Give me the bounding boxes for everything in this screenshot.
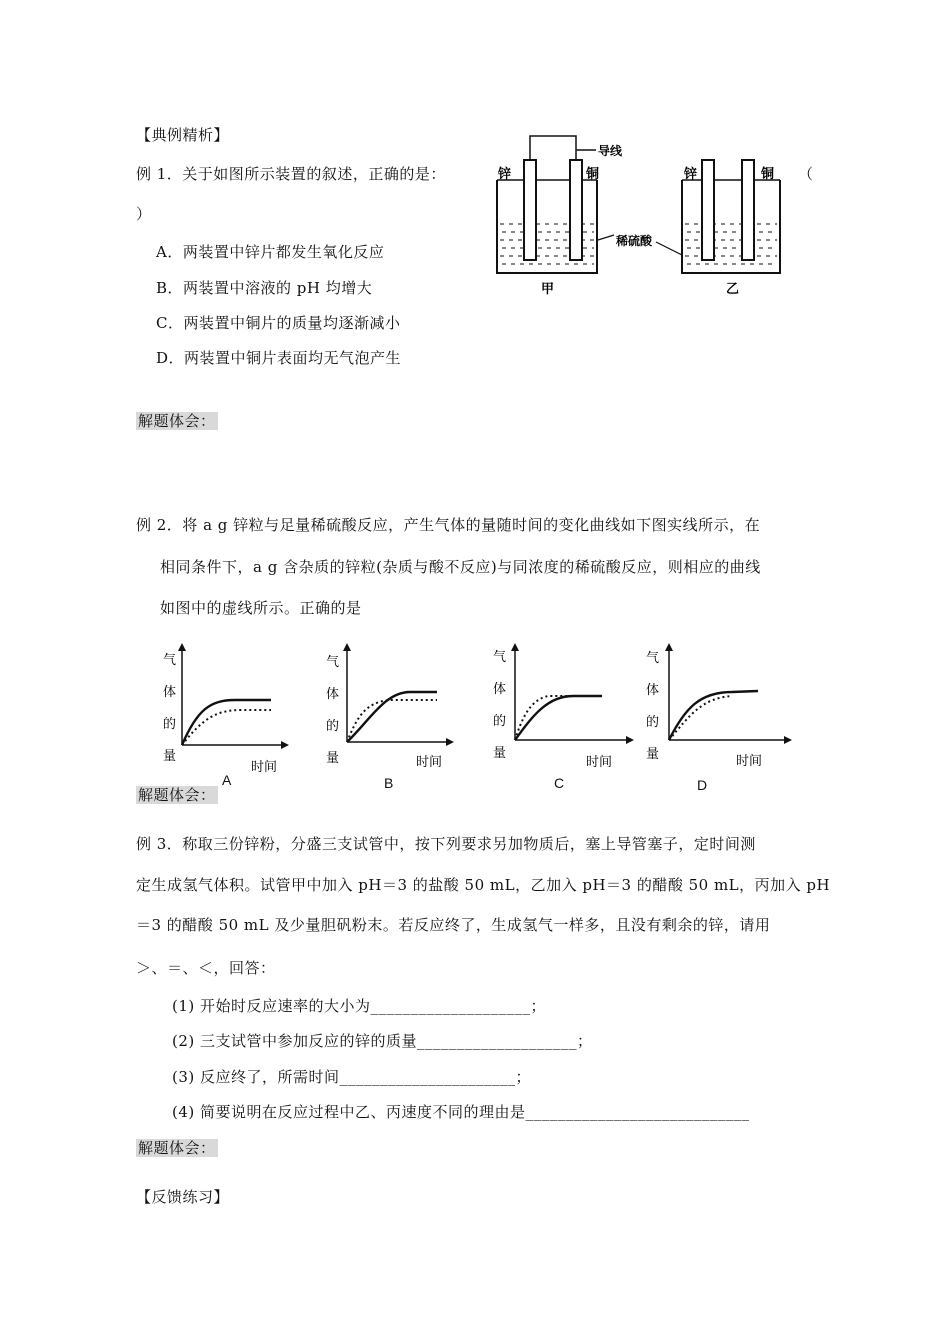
ex3-line-3: ＝3 的醋酸 50 mL 及少量胆矾粉末。若反应终了，生成氢气一样多，且没有剩余的锌，请用 (136, 916, 771, 934)
y-label-char: 量 (646, 747, 660, 762)
graph-label-d: D (697, 777, 708, 793)
graph-c-dashed-curve (515, 696, 573, 740)
graph-a-solid-curve (182, 700, 271, 745)
y-label-char: 体 (163, 685, 177, 700)
y-label-char: 气 (646, 651, 660, 666)
caption-jia: 甲 (541, 282, 555, 297)
section-heading-examples: 【典例精析】 (136, 126, 230, 144)
ex3-line-2: 定生成氢气体积。试管甲中加入 pH＝3 的盐酸 50 mL，乙加入 pH＝3 的醋酸 50 mL，丙加入 pH (136, 876, 831, 894)
graph-label-b: B (384, 775, 394, 791)
x-label: 时间 (736, 754, 763, 769)
graph-d-dashed-curve (669, 696, 732, 740)
beaker-jia (497, 136, 600, 273)
graph-label-c: C (554, 775, 565, 791)
ex3-line-4: ＞、＝、＜，回答： (136, 959, 276, 977)
y-label-char: 气 (163, 653, 177, 668)
graph-a (155, 640, 295, 780)
wire-label: 导线 (598, 144, 623, 158)
graph-c (488, 640, 638, 780)
ex3-question-2: (2) 三支试管中参加反应的锌的质量____________________； (172, 1032, 593, 1050)
ex3-line-1: 例 3．称取三份锌粉，分盛三支试管中，按下列要求另加物质后，塞上导管塞子，定时间测 (136, 835, 756, 853)
ex1-paren-close: ） (136, 205, 152, 223)
ex1-stem: 例 1．关于如图所示装置的叙述，正确的是： (136, 165, 446, 183)
ex2-line-2: 相同条件下，a g 含杂质的锌粒(杂质与酸不反应)与同浓度的稀硫酸反应，则相应的曲线 (160, 558, 761, 576)
graph-d (640, 640, 800, 780)
graph-label-a: A (222, 772, 232, 788)
ex3-question-3: (3) 反应终了，所需时间______________________； (172, 1068, 532, 1086)
graph-a-dashed-curve (182, 710, 271, 745)
ex1-option-c: C．两装置中铜片的质量均逐渐减小 (156, 314, 401, 332)
ex1-reflection: 解题体会： (138, 412, 216, 430)
ex1-paren-open: （ (798, 165, 814, 183)
y-label-char: 量 (326, 751, 340, 766)
y-label-char: 的 (163, 717, 177, 732)
y-label-char: 的 (326, 719, 340, 734)
y-label-char: 体 (646, 683, 660, 698)
ex3-question-4: (4) 简要说明在反应过程中乙、丙速度不同的理由是____________________________ (172, 1103, 750, 1121)
ex3-reflection: 解题体会： (138, 1139, 216, 1157)
y-label-char: 气 (493, 650, 507, 665)
x-label: 时间 (416, 755, 443, 770)
ex1-option-b: B．两装置中溶液的 pH 均增大 (156, 279, 373, 297)
x-label: 时间 (251, 760, 278, 775)
y-label-char: 气 (326, 655, 340, 670)
zinc-label-yi: 锌 (684, 167, 698, 182)
ex1-option-d: D．两装置中铜片表面均无气泡产生 (156, 349, 402, 367)
section-heading-feedback: 【反馈练习】 (136, 1188, 230, 1206)
graph-d-solid-curve (669, 691, 758, 740)
graph-c-solid-curve (515, 696, 602, 740)
y-label-char: 体 (326, 687, 340, 702)
caption-yi: 乙 (726, 282, 740, 297)
ex1-option-a: A．两装置中锌片都发生氧化反应 (156, 243, 385, 261)
y-label-char: 量 (493, 746, 507, 761)
ex1-apparatus-figure (490, 130, 790, 300)
ex2-reflection: 解题体会： (138, 786, 216, 804)
acid-label: 稀硫酸 (616, 234, 653, 248)
zinc-label-jia: 锌 (498, 167, 512, 182)
y-label-char: 的 (646, 715, 660, 730)
ex2-line-3: 如图中的虚线所示。正确的是 (160, 599, 362, 617)
y-label-char: 的 (493, 714, 507, 729)
y-label-char: 体 (493, 682, 507, 697)
x-label: 时间 (586, 755, 613, 770)
graph-b-dashed-curve (347, 700, 437, 742)
y-label-char: 量 (163, 749, 177, 764)
copper-label-jia: 铜 (586, 167, 600, 182)
copper-label-yi: 铜 (761, 167, 775, 182)
graph-b (320, 640, 460, 780)
ex2-line-1: 例 2．将 a g 锌粒与足量稀硫酸反应，产生气体的量随时间的变化曲线如下图实线所示，在 (136, 516, 761, 534)
ex3-question-1: (1) 开始时反应速率的大小为____________________； (172, 997, 547, 1015)
